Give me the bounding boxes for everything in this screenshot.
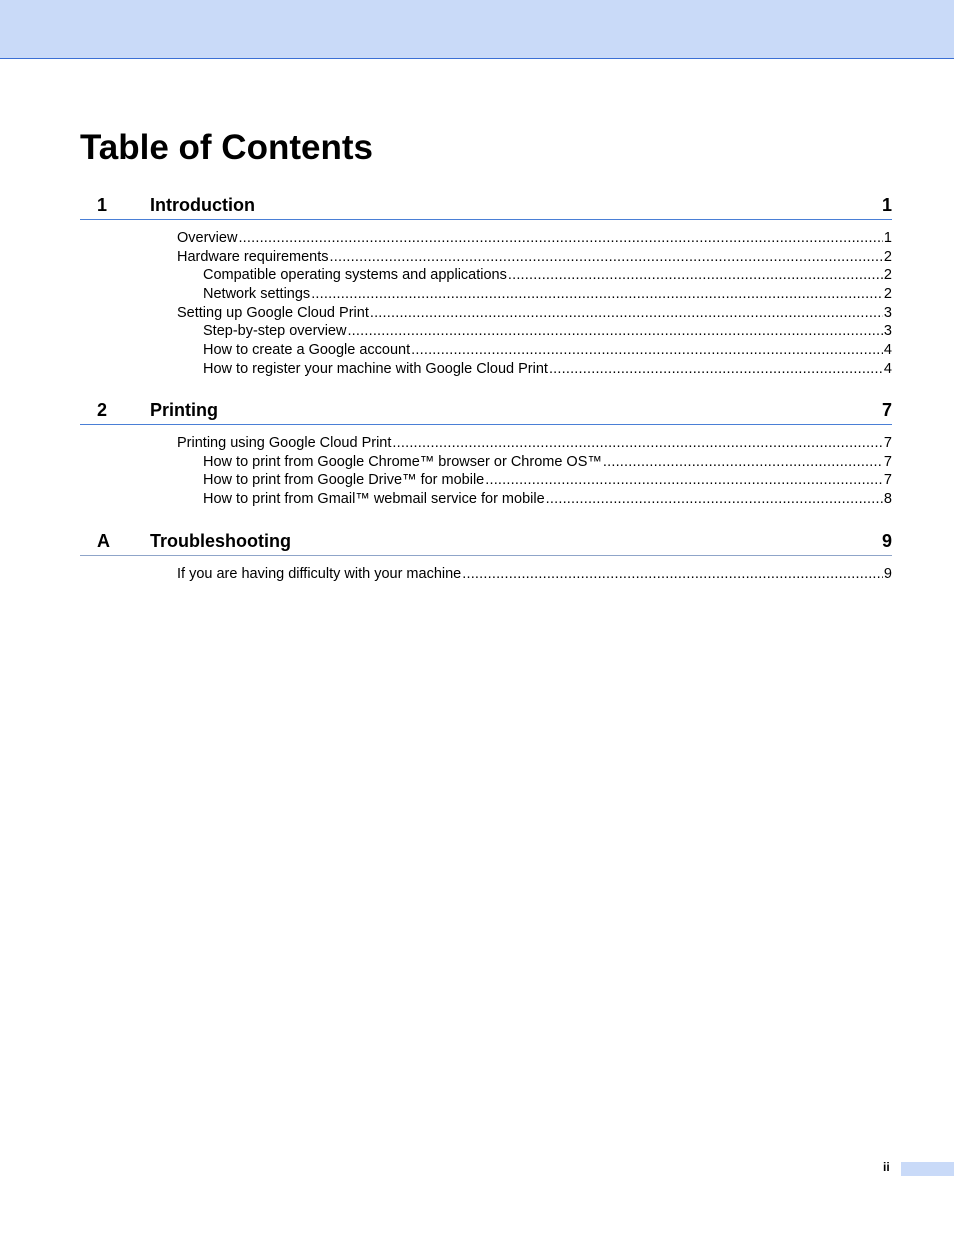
- dot-leader: [370, 304, 883, 323]
- toc-entry[interactable]: [80, 434, 892, 453]
- toc-entry-page: 4: [883, 342, 892, 359]
- dot-leader: [603, 453, 883, 472]
- header-band: [0, 0, 954, 59]
- dot-leader: [462, 565, 883, 584]
- toc-entry-label: How to create a Google account: [203, 342, 411, 359]
- chapter-title: Introduction: [150, 195, 255, 215]
- toc-entry-page: 2: [883, 248, 892, 265]
- toc-entry-label: How to print from Google Drive™ for mobile: [203, 472, 485, 489]
- dot-leader: [549, 360, 883, 379]
- chapter-title: Printing: [150, 400, 218, 420]
- toc-entry-page: 3: [883, 323, 892, 340]
- toc-entry-page: 2: [883, 286, 892, 303]
- chapter-heading[interactable]: [80, 530, 892, 556]
- toc-chapter-printing: [80, 399, 892, 509]
- chapter-heading[interactable]: [80, 194, 892, 220]
- toc-entry-list: [80, 229, 892, 379]
- dot-leader: [330, 248, 883, 267]
- toc-entry[interactable]: [80, 229, 892, 248]
- chapter-page: 7: [881, 400, 892, 420]
- chapter-page: 1: [881, 195, 892, 215]
- dot-leader: [392, 434, 883, 453]
- toc-entry[interactable]: [80, 304, 892, 323]
- footer-band: [901, 1162, 954, 1176]
- dot-leader: [347, 322, 882, 341]
- toc-entry-page: 4: [883, 360, 892, 377]
- toc-entry-page: 1: [883, 230, 892, 246]
- toc-entry-label: Hardware requirements: [177, 248, 329, 265]
- toc-entry-label: If you are having difficulty with your machine: [177, 566, 462, 582]
- toc-chapter-introduction: [80, 194, 892, 379]
- toc-entry-page: 7: [883, 472, 892, 489]
- dot-leader: [508, 266, 883, 285]
- chapter-page: 9: [881, 531, 892, 551]
- toc-entry-list: [80, 565, 892, 584]
- toc-entry-label: How to register your machine with Google Cloud Print: [203, 360, 548, 377]
- toc-entry[interactable]: [80, 266, 892, 285]
- toc-entry-label: Network settings: [203, 286, 311, 303]
- toc-entry-list: [80, 434, 892, 509]
- toc-entry-page: 8: [883, 491, 892, 508]
- toc-entry-label: Setting up Google Cloud Print: [177, 304, 369, 321]
- toc-chapter-troubleshooting: [80, 530, 892, 584]
- chapter-number: 2: [97, 400, 108, 420]
- toc-entry[interactable]: [80, 565, 892, 584]
- toc-entry-label: How to print from Google Chrome™ browser or Chrome OS™: [203, 453, 602, 470]
- toc-entry-label: Compatible operating systems and applications: [203, 267, 507, 284]
- dot-leader: [311, 285, 883, 304]
- toc-entry[interactable]: [80, 453, 892, 472]
- chapter-title: Troubleshooting: [150, 531, 291, 551]
- chapter-number: A: [97, 531, 110, 551]
- footer-page-number: ii: [883, 1160, 890, 1174]
- chapter-heading[interactable]: [80, 399, 892, 425]
- toc-entry-label: Overview: [177, 230, 238, 246]
- toc-entry-page: 9: [883, 566, 892, 582]
- toc-entry[interactable]: [80, 322, 892, 341]
- chapter-number: 1: [97, 195, 108, 215]
- dot-leader: [485, 471, 883, 490]
- dot-leader: [238, 229, 882, 248]
- toc-entry[interactable]: [80, 341, 892, 360]
- toc-entry[interactable]: [80, 360, 892, 379]
- toc-entry-label: Step-by-step overview: [203, 323, 347, 340]
- toc-entry-page: 7: [883, 435, 892, 451]
- dot-leader: [411, 341, 883, 360]
- toc-entry[interactable]: [80, 471, 892, 490]
- toc-entry[interactable]: [80, 285, 892, 304]
- toc-entry-page: 3: [883, 304, 892, 321]
- toc-entry-page: 2: [883, 267, 892, 284]
- toc-entry-page: 7: [883, 453, 892, 470]
- dot-leader: [546, 490, 883, 509]
- toc-entry[interactable]: [80, 248, 892, 267]
- page-title: Table of Contents: [80, 128, 373, 167]
- toc-entry-label: Printing using Google Cloud Print: [177, 435, 392, 451]
- toc-entry-label: How to print from Gmail™ webmail service for mobile: [203, 491, 545, 508]
- toc-entry[interactable]: [80, 490, 892, 509]
